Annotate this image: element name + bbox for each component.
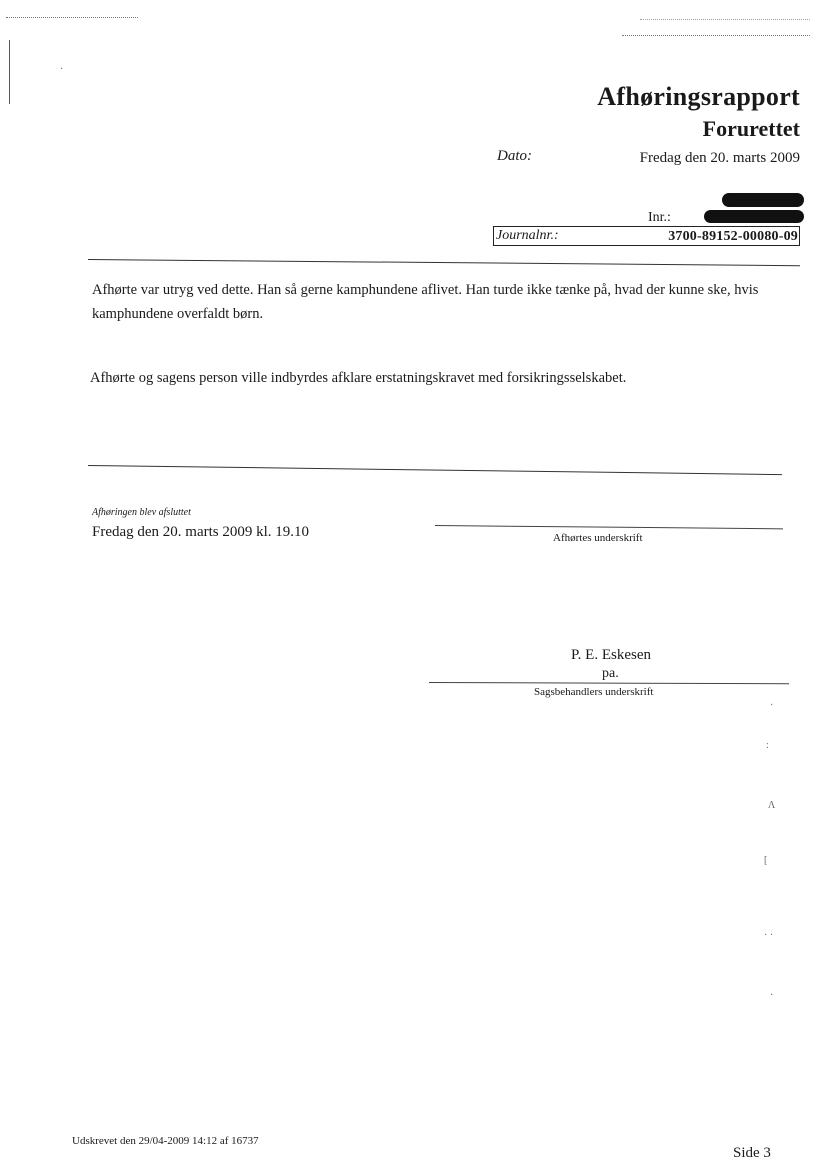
date-value: Fredag den 20. marts 2009	[639, 150, 800, 166]
journal-label: Journalnr.:	[496, 228, 559, 243]
witness-signature-label: Afhørtes underskrift	[553, 532, 643, 544]
page-number: Side 3	[733, 1145, 771, 1161]
date-label: Dato:	[497, 148, 532, 164]
scan-speck: ·	[60, 64, 64, 75]
officer-signature-label: Sagsbehandlers underskrift	[534, 686, 654, 698]
report-title: Afhøringsrapport	[597, 82, 800, 111]
scan-speck: · ·	[764, 930, 774, 941]
scan-speck: ·	[770, 700, 774, 711]
scan-artifact-top-right-2	[622, 35, 810, 36]
scan-speck: :	[766, 740, 769, 751]
interview-ended-value: Fredag den 20. marts 2009 kl. 19.10	[92, 524, 310, 540]
scan-speck: [	[764, 855, 768, 866]
interview-ended-label: Afhøringen blev afsluttet	[92, 507, 191, 518]
officer-signature-line	[429, 682, 789, 684]
scan-artifact-left-edge	[9, 40, 10, 104]
inr-label: Inr.:	[648, 210, 671, 225]
redaction-bar-inr	[704, 210, 804, 223]
print-stamp: Udskrevet den 29/04-2009 14:12 af 16737	[72, 1135, 259, 1147]
journal-number: 3700-89152-00080-09	[668, 229, 798, 244]
scan-speck: Λ	[768, 800, 776, 811]
scan-artifact-top-left	[6, 17, 138, 18]
report-subtitle: Forurettet	[702, 116, 800, 141]
body-divider	[88, 465, 782, 475]
witness-signature-line	[435, 525, 783, 529]
officer-name: P. E. Eskesen	[571, 647, 651, 663]
body-paragraph-1: Afhørte var utryg ved dette. Han så gerne kamphundene aflivet. Han turde ikke tænke på, hvad der kunne ske, hvis kamphundene overfaldt børn.	[92, 282, 759, 322]
header-divider	[88, 259, 800, 266]
officer-pa: pa.	[602, 666, 619, 681]
body-paragraph-2: Afhørte og sagens person ville indbyrdes afklare erstatningskravet med forsikringsselskabet.	[90, 370, 627, 386]
redaction-bar	[722, 193, 804, 207]
scan-speck: ·	[770, 990, 774, 1001]
scan-artifact-top-right	[640, 19, 810, 20]
